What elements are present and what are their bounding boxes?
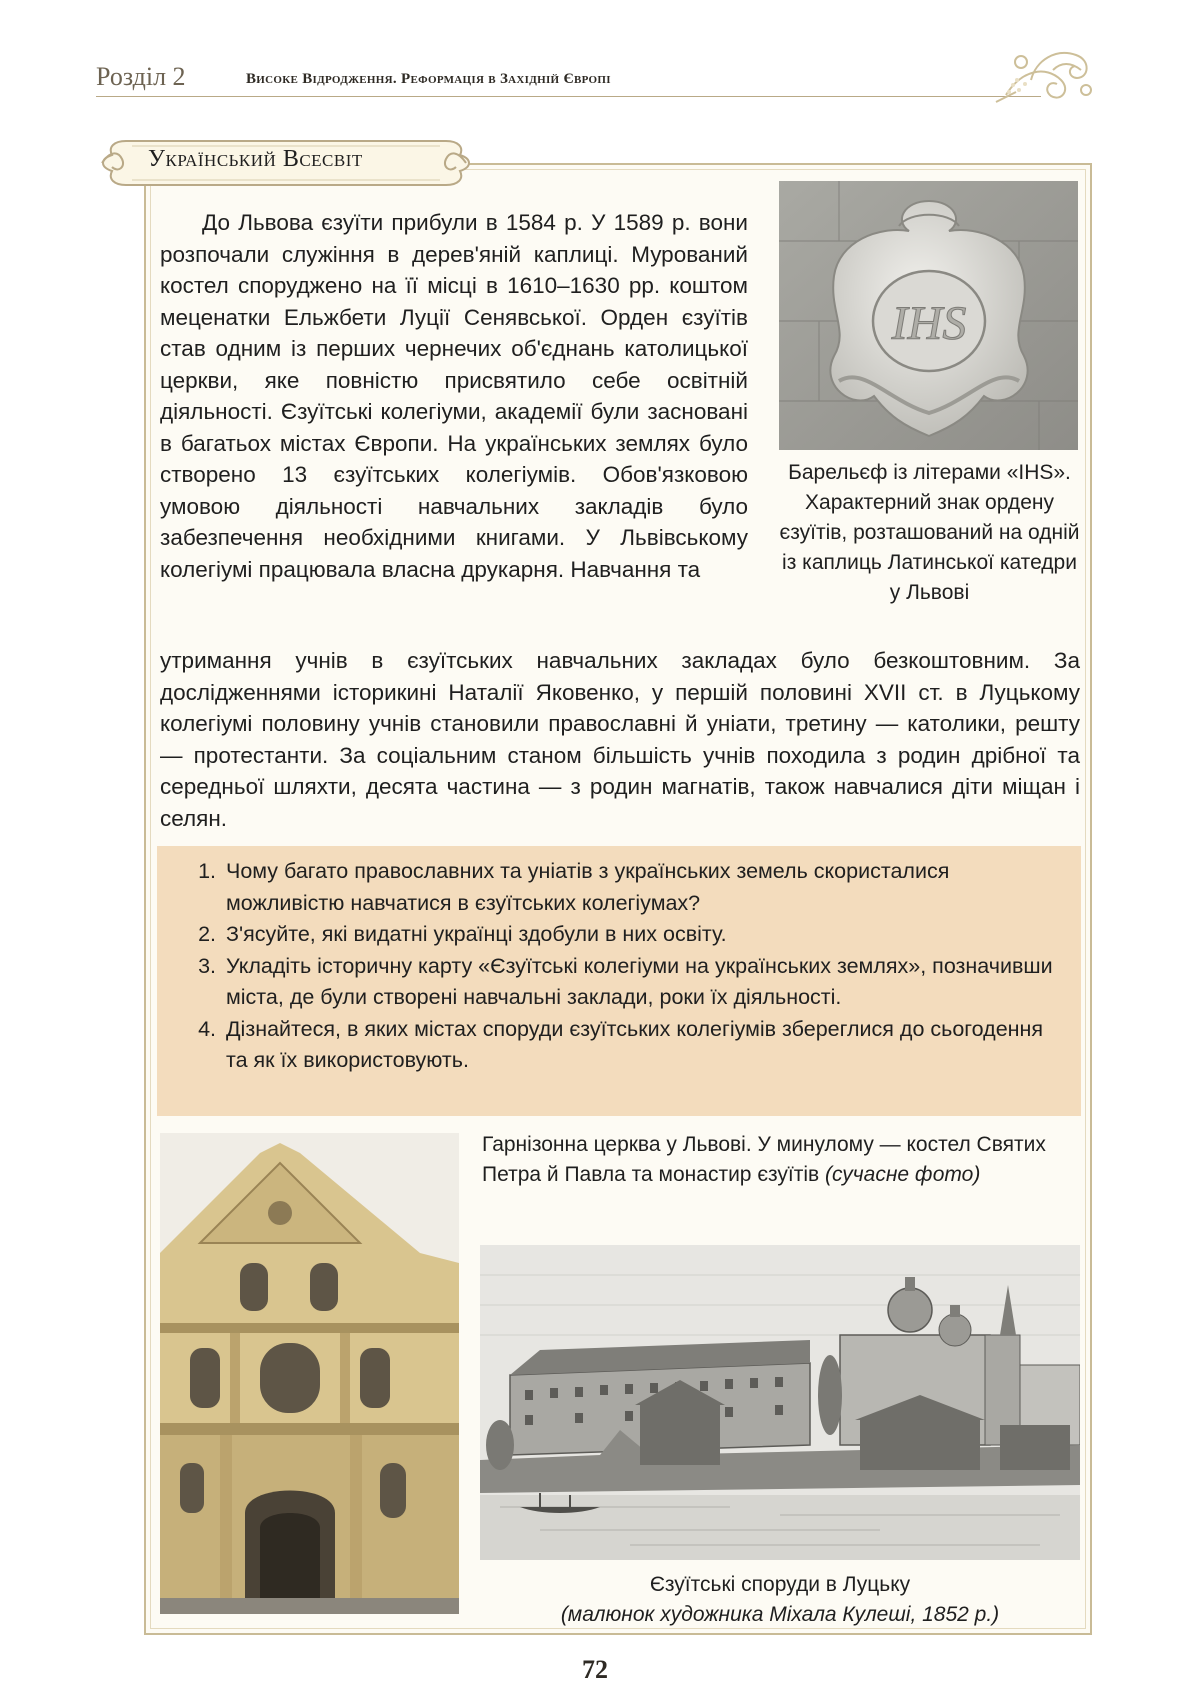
- question-item: 2. З'ясуйте, які видатні українці здобули в них освіту.: [222, 919, 1061, 951]
- garrison-church-photo: [160, 1133, 459, 1614]
- header-rule: [96, 96, 1041, 97]
- church-caption-note: (сучасне фото): [825, 1163, 981, 1186]
- lutsk-caption: [480, 1570, 1080, 1630]
- ihs-caption: Барельєф із літерами «IHS». Характерний знак ордену єзуїтів, розташований на одній із каплиць Латинської катедри у Львові: [779, 461, 1080, 604]
- running-header: [96, 62, 1101, 98]
- church-caption-main: Гарнізонна церква у Львові. У минулому — костел Святих Петра й Павла та монастир єзуїтів: [482, 1133, 1046, 1186]
- lutsk-caption-main: Єзуїтські споруди в Луцьку: [649, 1573, 911, 1596]
- box-heading: [96, 133, 472, 191]
- church-caption: [482, 1130, 1082, 1190]
- section-subtitle: Високе Відродження. Реформація в Західній Європі: [246, 71, 611, 87]
- questions-list: [157, 846, 1081, 1077]
- lutsk-jesuit-buildings-drawing: [480, 1245, 1080, 1560]
- paragraph-bottom: утримання учнів в єзуїтських навчальних закладах було безкоштовним. За дослідженнями історикині Наталії Яковенко, у першій половині XVII ст. в Луцькому колегіумі половину учнів становили православні й уніати, третину — католики, решту — протестанти. За соціальним станом більшість учнів походила з родин дрібної та середньої шляхти, десята частина — з родин магнатів, також навчалися діти міщан і селян.: [160, 648, 1080, 831]
- lutsk-caption-note: (малюнок художника Міхала Кулеші, 1852 р.): [560, 1603, 1000, 1626]
- question-item: 3. Укладіть історичну карту «Єзуїтські колегіуми на українських землях», позначивши міста, де були створені навчальні заклади, роки їх діяльності.: [222, 951, 1061, 1014]
- question-item: 1. Чому багато православних та уніатів з українських земель скористалися можливістю навчатися в єзуїтських колегіумах?: [222, 856, 1061, 919]
- section-label: Розділ 2: [96, 62, 186, 91]
- ihs-letters: IHS: [891, 297, 967, 350]
- paragraph-top: До Львова єзуїти прибули в 1584 р. У 1589 р. вони розпочали служіння в дерев'яній каплиці. Мурований костел споруджено на її місці в 1610–1630 рр. коштом меценатки Ельжбети Луції Сенявської. Орден єзуїтів став одним із перших чернечих об'єднань католицької церкви, яке повністю присвятило себе освітній діяльності. Єзуїтські колегіуми, академії були засновані в багатьох містах Європи. На українських землях було створено 13 єзуїтських колегіумів. Обов'язковою умовою діяльності навчальних закладів було забезпечення необхідними книгами. У Львівському колегіумі працювала власна друкарня. Навчання та: [160, 210, 748, 582]
- ihs-bas-relief-image: [779, 181, 1078, 450]
- box-heading-text: Український Всесвіт: [148, 146, 363, 172]
- floral-ornament-icon: [991, 40, 1101, 115]
- page-number: 72: [582, 1655, 608, 1684]
- questions-block: [157, 846, 1081, 1116]
- question-item: 4. Дізнайтеся, в яких містах споруди єзуїтських колегіумів збереглися до сьогодення та як їх використовують.: [222, 1014, 1061, 1077]
